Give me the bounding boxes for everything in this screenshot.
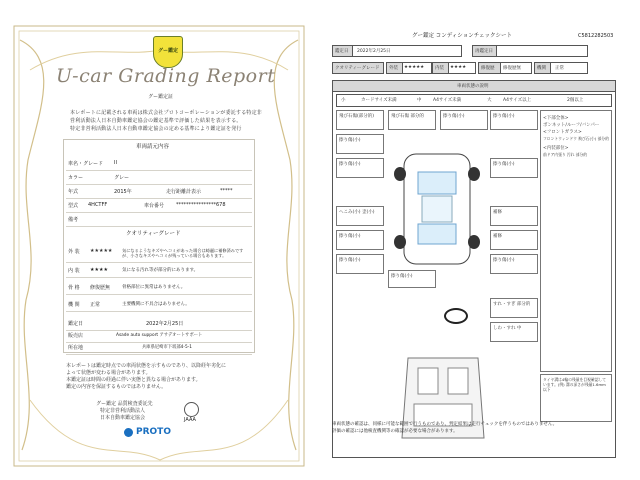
- note-line: <下部全体>: [543, 116, 569, 121]
- size-value: A4サイズ未満: [433, 98, 462, 103]
- row-value: II: [114, 160, 117, 166]
- row-value: グレー: [114, 175, 130, 181]
- callout-box: [490, 254, 538, 274]
- quality-row: [66, 244, 252, 263]
- size-legend: [336, 94, 612, 107]
- row-label-2: 車台番号: [144, 203, 165, 209]
- quality-desc: 骨格部位に異常はありません。: [122, 285, 186, 290]
- callout-text: すれ・すぎ 部分的: [493, 302, 531, 307]
- date-value-cell: [352, 45, 462, 57]
- proto-logo-icon: [124, 428, 133, 437]
- quality-label: 機 関: [68, 302, 80, 308]
- grade-cell: [500, 62, 532, 74]
- callout-text: 擦り傷(小): [493, 258, 515, 263]
- callout-text: 補修: [493, 210, 502, 215]
- intro-line: 特定非営利活動法人日本自動車鑑定協会の定める基準により鑑定証を発行: [70, 126, 242, 132]
- grade-label: 内装: [435, 66, 444, 71]
- desc-header-text: 車両状態の説明: [457, 84, 489, 89]
- car-top-view-diagram: [382, 146, 492, 276]
- date-label-cell: [332, 45, 354, 57]
- callout-text: 擦り傷(小): [391, 274, 413, 279]
- doc-number: C5812282503: [578, 33, 614, 39]
- badge-text: グー鑑定: [158, 48, 179, 54]
- table-header: 車両請元内容: [136, 144, 170, 150]
- grade-cell: [478, 62, 502, 74]
- size-label: 2個以上: [567, 98, 584, 103]
- org-line: 日本自動車鑑定協会: [100, 415, 146, 421]
- row-value-2: *****: [220, 188, 233, 194]
- grade-value: 正常: [555, 66, 564, 71]
- bottom-text: 評価の確認には他検査機関等の確認が必要な場合があります。: [332, 429, 458, 434]
- callout-box: [490, 230, 538, 250]
- org-line: 特定非営利活動法人: [100, 408, 146, 414]
- quality-row: [66, 297, 252, 312]
- info-value: 兵庫県尼崎市下坂部4-5-1: [142, 345, 192, 350]
- callout-box: [490, 298, 538, 318]
- reexam-label: 再鑑定日: [475, 49, 493, 54]
- quality-label: 外 装: [68, 249, 80, 255]
- callout-text: 飛び石傷 部分的: [391, 114, 424, 119]
- goo-kantei-badge: [153, 36, 183, 68]
- table-row: [66, 156, 252, 171]
- callout-text: 補修: [493, 234, 502, 239]
- note-line: <内装部位>: [543, 146, 569, 151]
- size-value: カードサイズ未満: [361, 98, 397, 103]
- note-line: 前ドア内張り 汚れ 部分的: [543, 152, 588, 157]
- note-line: <フロントガラス>: [543, 130, 582, 135]
- info-value: 2022年2月25日: [146, 321, 184, 327]
- callout-text: 擦り傷(小): [339, 138, 361, 143]
- info-value: Asade auto support アサデオートサポート: [116, 333, 203, 338]
- callout-box: [336, 158, 384, 178]
- intro-line: 本レポートに記載される車両は株式会社プロトコーポレーションが委託する特定非: [70, 110, 263, 116]
- grade-cell: [332, 62, 384, 74]
- footnote-line: よって状態が変わる場合があります。: [66, 370, 151, 376]
- steering-wheel-icon: [444, 308, 468, 324]
- note-line: フロントウィンドウ 飛び石(小) 部分的: [543, 136, 609, 141]
- notes-column: [540, 110, 612, 372]
- table-row: [66, 170, 252, 185]
- note-line: ボンネット/ルーフ/バンパー: [543, 123, 600, 128]
- info-label: 所在地: [68, 345, 84, 351]
- jaaa-label: JAAA: [184, 417, 196, 423]
- grade-cell: [550, 62, 588, 74]
- quality-desc: 主要機関に不具合はありません。: [122, 302, 190, 307]
- callout-box: [336, 110, 384, 130]
- quality-label: 骨 格: [68, 285, 80, 291]
- row-value-2: ****************678: [176, 202, 226, 208]
- callout-box: [490, 110, 538, 130]
- row-label-2: 走行距離計表示: [166, 189, 202, 195]
- callout-box: [336, 230, 384, 250]
- quality-desc: 気になる汚れ等が部分的にあります。: [122, 268, 199, 273]
- size-label: 中: [417, 98, 422, 103]
- info-label: 鑑定日: [68, 321, 84, 327]
- size-label: 小: [341, 98, 346, 103]
- info-row: [66, 340, 252, 355]
- callout-box: [336, 254, 384, 274]
- grade-value: ★★★★★: [404, 65, 425, 70]
- grade-label: 外装: [389, 66, 398, 71]
- tire-note-box: [540, 374, 612, 422]
- callout-text: 擦り傷(小): [493, 162, 515, 167]
- condition-check-sheet: [322, 28, 622, 462]
- grade-label: クオリティーグレード: [335, 66, 380, 71]
- quality-header: クオリティーグレード: [126, 231, 181, 237]
- size-value: A4サイズ以上: [503, 98, 532, 103]
- reexam-label-cell: [472, 45, 498, 57]
- callout-text: へこみ(小) 歪(小): [339, 210, 375, 215]
- quality-stars: ★★★★★: [90, 248, 113, 254]
- date-value: 2022年2月25日: [357, 49, 391, 54]
- callout-text: 擦り傷(小): [493, 114, 515, 119]
- footnote-line: 本鑑定証は時間の経過に伴い実態と異なる場合があります。: [66, 377, 201, 383]
- report-subtitle: グー鑑定証: [148, 94, 174, 100]
- quality-desc: 気になるようなキズやヘコミがあった場合は綺麗に補修済みですが、小さなキズやヘコミが残っている場合もあります。: [122, 248, 244, 259]
- intro-line: 営利活動法人日本自動車鑑定協会の鑑定基準で評価した結果を表示する。: [70, 118, 242, 124]
- footnote-line: 本レポートは鑑定時点での車両状態を示すものであり、以降経年劣化に: [66, 363, 227, 369]
- callout-text: しわ・すれ 中: [493, 326, 522, 331]
- info-label: 販売店: [68, 333, 84, 339]
- row-value: 2015年: [114, 189, 132, 195]
- quality-stars: ★★★★: [90, 267, 108, 273]
- tire-note: タイヤ溝は4輪の残量を目視確認しています。(例) 溝の深さが残量1.6mm以下: [543, 377, 607, 392]
- org-line: グー鑑定 品質検査委託先: [96, 401, 153, 407]
- grade-cell: [402, 62, 432, 74]
- table-row: [66, 198, 252, 213]
- grade-value: ★★★★: [450, 65, 467, 70]
- quality-row: [66, 280, 252, 295]
- callout-box: [490, 206, 538, 226]
- quality-stars: 修復歴無: [90, 285, 111, 291]
- row-label: 車名・グレード: [68, 161, 104, 167]
- table-row: [66, 212, 252, 227]
- proto-brand: PROTO: [136, 427, 171, 437]
- date-label: 鑑定日: [335, 49, 349, 54]
- row-value: 4HCTFF: [88, 202, 108, 208]
- certificate-panel: [0, 0, 318, 480]
- callout-text: 擦り傷(小): [339, 258, 361, 263]
- jaaa-logo-icon: [184, 402, 199, 417]
- row-label: 年式: [68, 189, 79, 195]
- table-row: [66, 184, 252, 199]
- footnote-line: 鑑定の内容を保証するものではありません。: [66, 384, 167, 390]
- callout-text: 擦り傷(小): [339, 162, 361, 167]
- grade-value: 修復歴無: [503, 66, 521, 71]
- callout-box: [440, 110, 488, 130]
- callout-text: 擦り傷(小): [339, 234, 361, 239]
- grade-label: 機関: [537, 66, 546, 71]
- bottom-text: 車両状態の確認は、同様に可能な範囲で行うものであり、判定結果は走行チェックを伴うものではありません。: [332, 422, 558, 427]
- callout-text: 擦り傷(小): [443, 114, 465, 119]
- grade-cell: [448, 62, 476, 74]
- callout-box: [388, 110, 436, 130]
- size-label: 大: [487, 98, 492, 103]
- quality-row: [66, 263, 252, 278]
- quality-label: 内 装: [68, 268, 80, 274]
- callout-box: [336, 206, 384, 226]
- desc-header: [332, 80, 616, 92]
- callout-box: [490, 158, 538, 178]
- callout-box: [388, 270, 436, 288]
- quality-stars: 正常: [90, 302, 101, 308]
- row-label: 備考: [68, 217, 79, 223]
- sheet-title: グー鑑定 コンディションチェックシート: [412, 33, 513, 39]
- grade-label: 修復歴: [481, 66, 495, 71]
- callout-box: [490, 322, 538, 342]
- callout-box: [336, 134, 384, 154]
- report-title: U-car Grading Report: [56, 65, 276, 87]
- row-label: カラー: [68, 175, 84, 181]
- reexam-value-cell: [496, 45, 588, 57]
- callout-text: 飛び石傷(部分的): [339, 114, 375, 119]
- row-label: 型式: [68, 203, 79, 209]
